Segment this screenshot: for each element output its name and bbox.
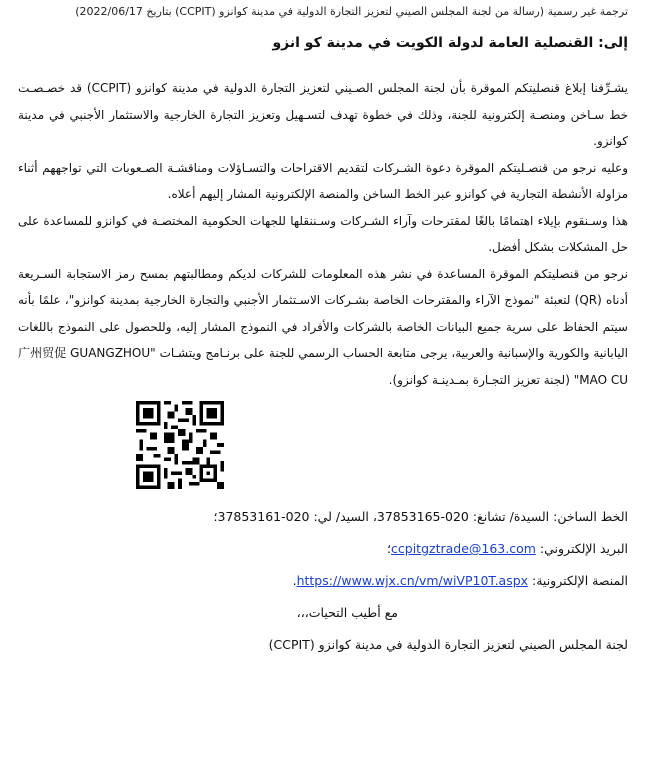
email-suffix: ؛	[387, 541, 392, 556]
platform-link[interactable]: https://www.wjx.cn/vm/wiVP10T.aspx	[296, 573, 529, 588]
paragraph-4: نرجو من قنصليتكم الموقرة المساعدة في نشر هذه المعلومات للشركات لديكم ومطالبتهم بمسح رمز الاستجابة السـريعة أدناه (QR) لتعبئة "نموذج الآراء والمقترحات الخاصة بشـركات الاسـتثمار الأجنبي والتجارة الخارجية بمدينة كوانزو"، علمًا بأنه سيتم الحفاظ على سرية جميع البيانات الخاصة بالشركات والأفراد في النموذج المشار إليه، وللحصول على النموذج باللغات اليابانية والكورية والإسبانية والعربية، يرجى متابعة الحساب الرسمي للجنة على برنـامج ويتشـات "广州贸促 GUANGZHOU MAO CU" (لجنة تعزيز التجـارة بمـدينـة كوانزو).	[18, 266, 628, 387]
signoff: مع أطيب التحيات،،،	[296, 605, 398, 620]
platform-line	[18, 565, 628, 597]
letter-recipient-heading: إلى: القنصلية العامة لدولة الكويت في مدينة كو انزو	[272, 35, 628, 51]
email-line	[18, 533, 628, 565]
email-link[interactable]: ccpitgztrade@163.com	[391, 541, 536, 556]
paragraph-2: وعليه نرجو من قنصـليتكم الموقرة دعوة الشـركات لتقديم الاقتراحات والتسـاؤلات ومناقشـة الصـعوبات التي تواجههم أثناء مزاولة الأنشطة التجارية في كوانزو عبر الخط الساخن والمنصة الإلكترونية المشار إليهم أعلاه.	[18, 160, 628, 201]
platform-suffix: .	[292, 573, 297, 588]
signature: لجنة المجلس الصيني لتعزيز التجارة الدولية في مدينة كوانزو (CCPIT)	[268, 637, 628, 652]
paragraph-1: يشـرِّفنا إبلاغ قنصليتكم الموقرة بأن لجنة المجلس الصـيني لتعزيز التجارة الدولية في مدينة كوانزو (CCPIT) قد خصـصـت خط سـاخن ومنصـة إلكترونية للجنة، وذلك في خطوة تهدف لتسـهيل وتعزيز التجارة الخارجية والاستثمار الأجنبي في مدينة كوانزو.	[18, 81, 629, 148]
platform-label: المنصة الإلكترونية:	[528, 573, 628, 588]
paragraph-3: هذا وسـنقوم بإيلاء اهتمامًا بالغًا لمقترحات وآراء الشـركات وسـننقلها للجهات الحكومية المختصـة في كوانزو للمساعدة على حل المشكلات بشكل أفضل.	[18, 213, 628, 254]
hotline-line: الخط الساخن: السيدة/ تشانغ: 020-37853165، السيد/ لي: 020-37853161؛	[213, 509, 628, 524]
qr-code-icon	[136, 401, 224, 489]
contact-info	[18, 501, 628, 597]
email-label: البريد الإلكتروني:	[535, 541, 628, 556]
translation-note: ترجمة غير رسمية (رسالة من لجنة المجلس الصيني لتعزيز التجارة الدولية في مدينة كوانزو (CCPIT) بتاريخ 2022/06/17)	[75, 5, 628, 18]
qr-code-area	[18, 399, 628, 491]
